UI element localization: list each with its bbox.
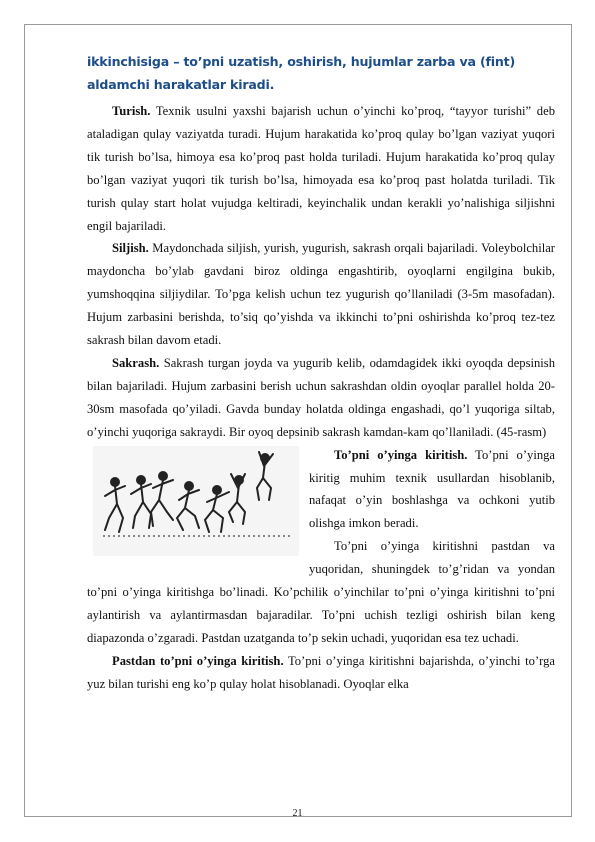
page-content: [87, 50, 555, 696]
term-sakrash: Sakrash.: [112, 355, 160, 370]
term-siljish: Siljish.: [112, 241, 149, 256]
text-siljish: Maydonchada siljish, yurish, yugurish, sakrash orqali bajariladi. Voleybolchilar maydoncha bo’ylab gavdani biroz oldinga engashtirib, oyoqlarni engilgina bukib, yumshoqqina siljiydilar. To’pga kelish uchun tez yugurish qo’llaniladi (3-5m masofadan). Hujum zarbasini berishda, to’siq qo’yishda va ikkinchi to’pni oshirishda ko’proq tez-tez sakrash bilan davom etadi.: [87, 241, 555, 348]
jumping-players-icon: [93, 446, 299, 556]
paragraph-siljish: [87, 237, 555, 352]
section-heading: ikkinchisiga – to’pni uzatish, oshirish, hujumlar zarba va (fint) aldamchi harakatlar kiradi.: [87, 54, 516, 92]
paragraph-topni-2: To’pni o’yinga kiritishni pastdan va yuqoridan, shuningdek to’g’ridan va yondan to’pni o’yinga kiritishga bo’linadi. Ko’pchilik o’yinchilar to’pni o’yinga kiritishni to’pni aylantirish va aylantirmasdan bajaradilar. To’pni uchish tezligi oshirish bilan keng diapazonda o’zgaradi. Pastdan uzatganda to’p sekin uchadi, yuqoridan esa tez uchadi.: [87, 539, 555, 645]
paragraph-turish: [87, 100, 555, 237]
term-turish: Turish.: [112, 104, 151, 118]
jumping-players-illustration: [93, 446, 299, 556]
text-topni: To’pni o’yinga kiritig muhim texnik usullardan hisoblanib, nafaqat o’yin boshlashga va ochkoni yutib olishga imkon beradi.: [309, 447, 556, 531]
text-sakrash: Sakrash turgan joyda va yugurib kelib, odamdagidek ikki oyoqda depsinish bilan bajariladi. Hujum zarbasini berish uchun sakrashdan oldin oyoqlar parallel holda 20-30sm masofada qo’yiladi. Gavda bunday holatda oldinga engashadi, qo’l yuqoriga siltab, o’yinchi yuqoriga sakraydi. Bir oyoq depsinib sakrash kamdan-kam qo’llaniladi. (45-rasm): [87, 355, 555, 439]
term-topni: To’pni o’yinga kiritish.: [334, 447, 468, 462]
term-pastdan: Pastdan to’pni o’yinga kiritish.: [112, 653, 284, 668]
paragraph-sakrash: [87, 352, 555, 444]
paragraph-pastdan: [87, 650, 555, 696]
text-turish: Texnik usulni yaxshi bajarish uchun o’yinchi ko’proq, “tayyor turishi” deb ataladigan qulay vaziyatda turadi. Hujum harakatida ko’proq qulay bo’lgan vaziyat yuqori tik turish bo’lsa, himoya esa ko’proq past holda turiladi. Hujum harakatida ko’proq qulay bo’lgan vaziyat yuqori tik turish bo’lsa, himoyada esa ko’proq past holatda turiladi. Tik turish qulay start holat vujudga keltiradi, keyinchalik undan kerakli yo’nalishiga siljishni engil bajariladi.: [87, 104, 555, 233]
page-number: 21: [292, 808, 303, 819]
text-pastdan: To’pni o’yinga kiritishni bajarishda, o’yinchi to’rga yuz bilan turishi eng ko’p qulay holat hisoblanadi. Oyoqlar elka: [87, 653, 555, 691]
